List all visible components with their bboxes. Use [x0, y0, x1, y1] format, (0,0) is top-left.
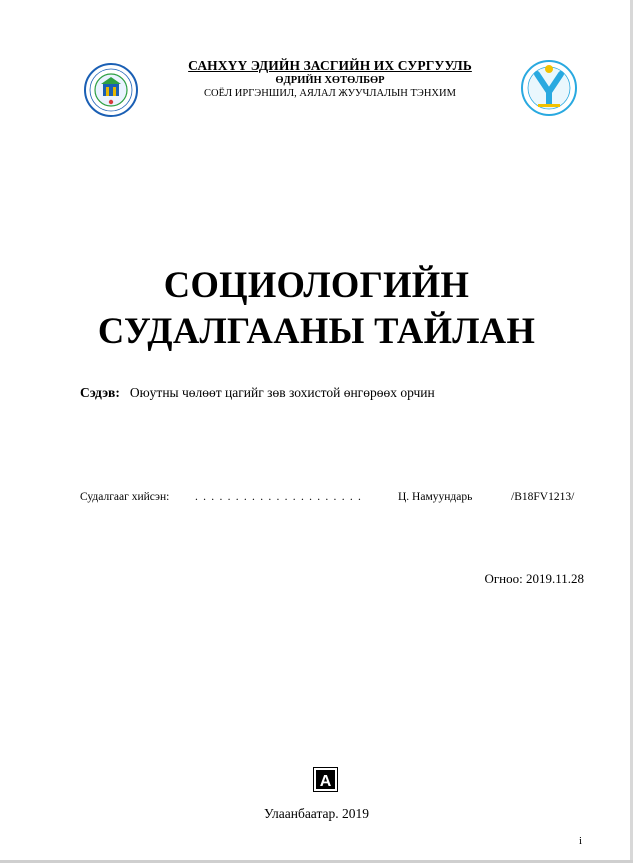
a-logo-letter: A — [319, 773, 332, 790]
author-name: Ц. Намуундарь — [398, 491, 473, 503]
topic-value: Оюутны чөлөөт цагийг зөв зохистой өнгөрөөх орчин — [129, 385, 435, 400]
city-year: Улаанбаатар. 2019 — [263, 806, 370, 821]
university-seal-icon — [82, 62, 140, 118]
a-letter-logo-icon — [313, 767, 338, 792]
institution-header — [150, 57, 510, 100]
university-name: САНХҮҮ ЭДИЙН ЗАСГИЙН ИХ СУРГУУЛЬ — [188, 58, 472, 73]
department-emblem-icon — [520, 56, 578, 120]
page-number: i — [579, 835, 583, 847]
topic-label: Сэдэв: — [80, 385, 120, 400]
program-name: ӨДРИЙН ХӨТӨЛБӨР — [275, 75, 385, 86]
report-date: Огноо: 2019.11.28 — [484, 571, 584, 586]
department-name: СОЁЛ ИРГЭНШИЛ, АЯЛАЛ ЖУУЧЛАЛЫН ТЭНХИМ — [204, 88, 456, 99]
topic-row — [80, 385, 435, 401]
title-line-1: СОЦИОЛОГИЙН — [163, 264, 470, 305]
student-code: /B18FV1213/ — [511, 491, 575, 503]
author-dots: . . . . . . . . . . . . . . . . . . . . . — [195, 491, 363, 503]
author-label: Судалгааг хийсэн: — [80, 491, 170, 503]
report-title — [40, 262, 593, 354]
title-line-2: СУДАЛГААНЫ ТАЙЛАН — [97, 310, 536, 351]
